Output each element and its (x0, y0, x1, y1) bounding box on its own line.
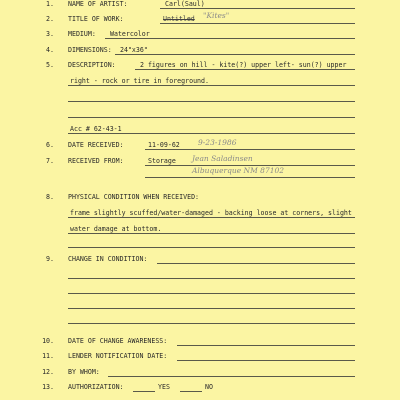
field-number: 1. (46, 0, 54, 8)
received-from-handwritten-1: Jean Saladinsen (192, 154, 253, 163)
field-label: DIMENSIONS: (68, 46, 112, 54)
field-number: 3. (46, 30, 54, 38)
field-label: DATE OF CHANGE AWARENESS: (68, 337, 168, 345)
underline (105, 38, 355, 39)
underline (68, 217, 355, 218)
field-label: LENDER NOTIFICATION DATE: (68, 352, 168, 360)
received-from-handwritten-2: Albuquerque NM 87102 (192, 166, 285, 175)
underline (177, 360, 355, 361)
authorization-yes-label: YES (158, 383, 170, 391)
field-number: 5. (46, 61, 54, 69)
field-number: 2. (46, 15, 54, 23)
field-number: 11. (42, 352, 54, 360)
physical-condition-line-1: frame slightly scuffed/water-damaged - backing loose at corners, slight (70, 209, 352, 217)
field-number: 4. (46, 46, 54, 54)
date-received-value: 11-09-62 (148, 141, 180, 149)
artist-value: Carl(Saul) (165, 0, 205, 8)
no-blank[interactable] (180, 391, 202, 392)
underline (68, 101, 355, 102)
field-number: 13. (42, 383, 54, 391)
field-label: DATE RECEIVED: (68, 141, 124, 149)
underline (68, 308, 355, 309)
underline (68, 85, 355, 86)
field-label: PHYSICAL CONDITION WHEN RECEIVED: (68, 193, 200, 201)
field-number: 7. (46, 157, 54, 165)
accession-value: Acc # 62-43-1 (70, 125, 122, 133)
underline (68, 133, 355, 134)
field-label: DESCRIPTION: (68, 61, 116, 69)
field-number: 8. (46, 193, 54, 201)
field-number: 6. (46, 141, 54, 149)
received-from-value: Storage (148, 157, 176, 165)
underline (145, 149, 355, 150)
title-handwritten-value: "Kites" (203, 11, 230, 20)
medium-value: Watercolor (110, 30, 150, 38)
description-line-1: 2 figures on hill - kite(?) upper left- sun(?) upper (140, 61, 347, 69)
date-received-handwritten: 9-23-1986 (198, 138, 237, 147)
physical-condition-line-2: water damage at bottom. (70, 225, 162, 233)
underline (157, 263, 355, 264)
underline (68, 117, 355, 118)
field-label: BY WHOM: (68, 368, 100, 376)
underline (68, 293, 355, 294)
underline (68, 233, 355, 234)
field-label: RECEIVED FROM: (68, 157, 124, 165)
dimensions-value: 24"x36" (120, 46, 148, 54)
field-number: 12. (42, 368, 54, 376)
authorization-no-label: NO (205, 383, 213, 391)
field-label: TITLE OF WORK: (68, 15, 124, 23)
field-label: CHANGE IN CONDITION: (68, 255, 148, 263)
underline (177, 345, 355, 346)
yes-blank[interactable] (133, 391, 155, 392)
field-number: 10. (42, 337, 54, 345)
underline (115, 54, 355, 55)
underline (68, 247, 355, 248)
underline (68, 323, 355, 324)
title-struck-value: Untitled (163, 15, 195, 23)
underline (68, 278, 355, 279)
underline (145, 177, 355, 178)
underline (135, 69, 355, 70)
underline (160, 8, 355, 9)
underline (160, 23, 355, 24)
field-number: 9. (46, 255, 54, 263)
field-label: AUTHORIZATION: (68, 383, 124, 391)
field-label: NAME OF ARTIST: (68, 0, 128, 8)
underline (108, 376, 355, 377)
field-label: MEDIUM: (68, 30, 96, 38)
description-line-2: right - rock or tire in foreground. (70, 77, 209, 85)
